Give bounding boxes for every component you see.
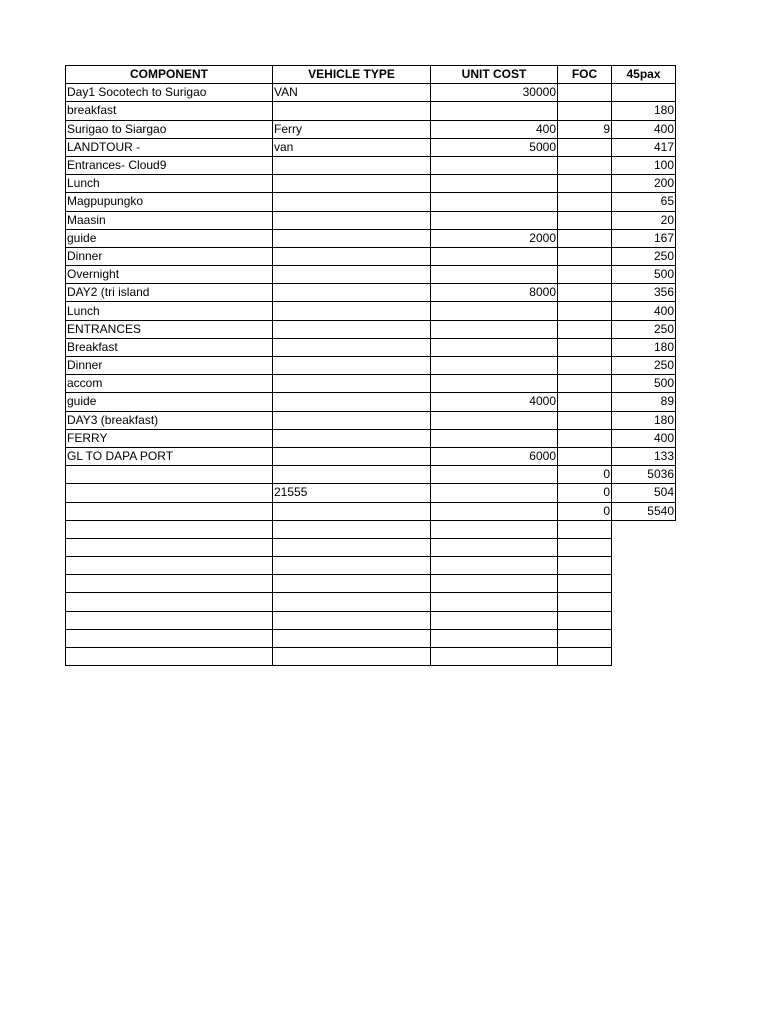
foc-cell[interactable] — [558, 247, 612, 265]
component-cell[interactable]: Maasin — [66, 211, 273, 229]
empty-row — [66, 629, 676, 647]
header-unit-cost[interactable]: UNIT COST — [431, 66, 558, 84]
component-cell[interactable] — [66, 593, 273, 611]
vehicle-type-cell[interactable] — [273, 629, 431, 647]
foc-cell[interactable]: 9 — [558, 120, 612, 138]
vehicle-type-cell[interactable] — [273, 247, 431, 265]
foc-cell[interactable] — [558, 393, 612, 411]
vehicle-type-cell[interactable] — [273, 593, 431, 611]
component-cell[interactable]: Day1 Socotech to Surigao — [66, 84, 273, 102]
vehicle-type-cell[interactable] — [273, 357, 431, 375]
header-row — [66, 66, 676, 84]
foc-cell[interactable] — [558, 520, 612, 538]
cost-table — [65, 65, 676, 666]
unit-cost-cell[interactable] — [431, 211, 558, 229]
vehicle-type-cell[interactable] — [273, 193, 431, 211]
vehicle-type-cell[interactable] — [273, 502, 431, 520]
vehicle-type-cell[interactable] — [273, 466, 431, 484]
component-cell[interactable] — [66, 484, 273, 502]
table-row — [66, 175, 676, 193]
pax-cell — [612, 557, 676, 575]
pax-cell[interactable]: 400 — [612, 302, 676, 320]
component-cell[interactable]: ENTRANCES — [66, 320, 273, 338]
unit-cost-cell[interactable] — [431, 520, 558, 538]
pax-cell — [612, 648, 676, 666]
pax-cell[interactable]: 250 — [612, 247, 676, 265]
table-row — [66, 375, 676, 393]
pax-cell[interactable]: 200 — [612, 175, 676, 193]
unit-cost-cell[interactable]: 6000 — [431, 447, 558, 465]
unit-cost-cell[interactable] — [431, 302, 558, 320]
component-cell[interactable]: breakfast — [66, 102, 273, 120]
component-cell[interactable]: guide — [66, 393, 273, 411]
pax-cell — [612, 593, 676, 611]
table-row — [66, 393, 676, 411]
vehicle-type-cell[interactable] — [273, 575, 431, 593]
empty-row — [66, 557, 676, 575]
component-cell[interactable] — [66, 557, 273, 575]
foc-cell[interactable] — [558, 320, 612, 338]
foc-cell[interactable] — [558, 84, 612, 102]
table-row — [66, 338, 676, 356]
unit-cost-cell[interactable]: 2000 — [431, 229, 558, 247]
vehicle-type-cell[interactable] — [273, 156, 431, 174]
table-row — [66, 266, 676, 284]
table-row — [66, 229, 676, 247]
header-component[interactable]: COMPONENT — [66, 66, 273, 84]
unit-cost-cell[interactable] — [431, 557, 558, 575]
unit-cost-cell[interactable] — [431, 484, 558, 502]
unit-cost-cell[interactable] — [431, 338, 558, 356]
unit-cost-cell[interactable] — [431, 102, 558, 120]
table-row — [66, 156, 676, 174]
pax-cell[interactable]: 250 — [612, 357, 676, 375]
pax-cell — [612, 629, 676, 647]
vehicle-type-cell[interactable] — [273, 284, 431, 302]
foc-cell[interactable] — [558, 284, 612, 302]
vehicle-type-cell[interactable] — [273, 557, 431, 575]
component-cell[interactable] — [66, 629, 273, 647]
component-cell[interactable] — [66, 538, 273, 556]
foc-cell[interactable] — [558, 557, 612, 575]
empty-row — [66, 575, 676, 593]
component-cell[interactable]: Overnight — [66, 266, 273, 284]
foc-cell[interactable] — [558, 593, 612, 611]
header-pax[interactable]: 45pax — [612, 66, 676, 84]
vehicle-type-cell[interactable] — [273, 211, 431, 229]
table-row — [66, 320, 676, 338]
foc-cell[interactable]: 0 — [558, 484, 612, 502]
vehicle-type-cell[interactable] — [273, 611, 431, 629]
pax-cell[interactable] — [612, 84, 676, 102]
foc-cell[interactable] — [558, 266, 612, 284]
vehicle-type-cell[interactable] — [273, 175, 431, 193]
unit-cost-cell[interactable] — [431, 156, 558, 174]
component-cell[interactable] — [66, 520, 273, 538]
component-cell[interactable] — [66, 611, 273, 629]
foc-cell[interactable] — [558, 429, 612, 447]
unit-cost-cell[interactable] — [431, 320, 558, 338]
table-row — [66, 429, 676, 447]
unit-cost-cell[interactable] — [431, 411, 558, 429]
foc-cell[interactable] — [558, 175, 612, 193]
table-row — [66, 447, 676, 465]
unit-cost-cell[interactable]: 5000 — [431, 138, 558, 156]
component-cell[interactable]: Breakfast — [66, 338, 273, 356]
unit-cost-cell[interactable]: 30000 — [431, 84, 558, 102]
vehicle-type-cell[interactable]: van — [273, 138, 431, 156]
table-row — [66, 138, 676, 156]
pax-cell[interactable]: 167 — [612, 229, 676, 247]
foc-cell[interactable] — [558, 611, 612, 629]
pax-cell[interactable]: 89 — [612, 393, 676, 411]
pax-cell[interactable]: 180 — [612, 338, 676, 356]
foc-cell[interactable] — [558, 338, 612, 356]
foc-cell[interactable] — [558, 102, 612, 120]
header-foc[interactable]: FOC — [558, 66, 612, 84]
component-cell[interactable] — [66, 466, 273, 484]
component-cell[interactable]: accom — [66, 375, 273, 393]
vehicle-type-cell[interactable] — [273, 648, 431, 666]
unit-cost-cell[interactable] — [431, 538, 558, 556]
component-cell[interactable]: guide — [66, 229, 273, 247]
component-cell[interactable]: Dinner — [66, 247, 273, 265]
foc-cell[interactable] — [558, 138, 612, 156]
component-cell[interactable]: Lunch — [66, 175, 273, 193]
vehicle-type-cell[interactable] — [273, 411, 431, 429]
foc-cell[interactable] — [558, 629, 612, 647]
vehicle-type-cell[interactable] — [273, 320, 431, 338]
foc-cell[interactable] — [558, 193, 612, 211]
total-row — [66, 502, 676, 520]
unit-cost-cell[interactable] — [431, 611, 558, 629]
pax-cell[interactable]: 417 — [612, 138, 676, 156]
unit-cost-cell[interactable] — [431, 175, 558, 193]
vehicle-type-cell[interactable] — [273, 302, 431, 320]
unit-cost-cell[interactable] — [431, 575, 558, 593]
header-vehicle-type[interactable]: VEHICLE TYPE — [273, 66, 431, 84]
table-row — [66, 284, 676, 302]
vehicle-type-cell[interactable] — [273, 375, 431, 393]
foc-cell[interactable] — [558, 229, 612, 247]
pax-cell[interactable]: 400 — [612, 429, 676, 447]
pax-cell[interactable]: 20 — [612, 211, 676, 229]
unit-cost-cell[interactable] — [431, 429, 558, 447]
foc-cell[interactable] — [558, 538, 612, 556]
component-cell[interactable]: GL TO DAPA PORT — [66, 447, 273, 465]
component-cell[interactable]: Lunch — [66, 302, 273, 320]
table-row — [66, 84, 676, 102]
component-cell[interactable]: FERRY — [66, 429, 273, 447]
vehicle-type-cell[interactable]: 21555 — [273, 484, 431, 502]
unit-cost-cell[interactable] — [431, 648, 558, 666]
component-cell[interactable]: LANDTOUR - — [66, 138, 273, 156]
pax-cell — [612, 611, 676, 629]
component-cell[interactable]: Magpupungko — [66, 193, 273, 211]
unit-cost-cell[interactable] — [431, 357, 558, 375]
vehicle-type-cell[interactable] — [273, 393, 431, 411]
component-cell[interactable]: Entrances- Cloud9 — [66, 156, 273, 174]
table-row — [66, 411, 676, 429]
component-cell[interactable]: Surigao to Siargao — [66, 120, 273, 138]
vehicle-type-cell[interactable] — [273, 538, 431, 556]
table-row — [66, 357, 676, 375]
table-row — [66, 247, 676, 265]
component-cell[interactable] — [66, 502, 273, 520]
vehicle-type-cell[interactable] — [273, 102, 431, 120]
unit-cost-cell[interactable]: 4000 — [431, 393, 558, 411]
unit-cost-cell[interactable]: 8000 — [431, 284, 558, 302]
vehicle-type-cell[interactable] — [273, 229, 431, 247]
foc-cell[interactable] — [558, 211, 612, 229]
table-row — [66, 211, 676, 229]
unit-cost-cell[interactable] — [431, 266, 558, 284]
pax-cell[interactable]: 65 — [612, 193, 676, 211]
empty-row — [66, 538, 676, 556]
foc-cell[interactable] — [558, 648, 612, 666]
pax-cell — [612, 575, 676, 593]
table-row — [66, 302, 676, 320]
table-body — [66, 84, 676, 666]
unit-cost-cell[interactable] — [431, 593, 558, 611]
vehicle-type-cell[interactable]: Ferry — [273, 120, 431, 138]
foc-cell[interactable] — [558, 375, 612, 393]
table-row — [66, 102, 676, 120]
foc-cell[interactable] — [558, 302, 612, 320]
empty-row — [66, 648, 676, 666]
total-row — [66, 466, 676, 484]
empty-row — [66, 520, 676, 538]
component-cell[interactable] — [66, 648, 273, 666]
pax-cell[interactable]: 504 — [612, 484, 676, 502]
component-cell[interactable]: Dinner — [66, 357, 273, 375]
component-cell[interactable]: DAY2 (tri island — [66, 284, 273, 302]
vehicle-type-cell[interactable] — [273, 447, 431, 465]
component-cell[interactable]: DAY3 (breakfast) — [66, 411, 273, 429]
foc-cell[interactable] — [558, 357, 612, 375]
table-row — [66, 120, 676, 138]
unit-cost-cell[interactable] — [431, 193, 558, 211]
table-row — [66, 193, 676, 211]
pax-cell[interactable]: 133 — [612, 447, 676, 465]
pax-cell[interactable]: 100 — [612, 156, 676, 174]
foc-cell[interactable] — [558, 575, 612, 593]
unit-cost-cell[interactable] — [431, 247, 558, 265]
empty-row — [66, 593, 676, 611]
unit-cost-cell[interactable] — [431, 375, 558, 393]
unit-cost-cell[interactable]: 400 — [431, 120, 558, 138]
pax-cell[interactable]: 500 — [612, 266, 676, 284]
foc-cell[interactable]: 0 — [558, 502, 612, 520]
unit-cost-cell[interactable] — [431, 466, 558, 484]
unit-cost-cell[interactable] — [431, 629, 558, 647]
pax-cell — [612, 538, 676, 556]
unit-cost-cell[interactable] — [431, 502, 558, 520]
empty-row — [66, 611, 676, 629]
foc-cell[interactable]: 0 — [558, 466, 612, 484]
vehicle-type-cell[interactable] — [273, 429, 431, 447]
component-cell[interactable] — [66, 575, 273, 593]
pax-cell — [612, 520, 676, 538]
vehicle-type-cell[interactable] — [273, 266, 431, 284]
foc-cell[interactable] — [558, 447, 612, 465]
vehicle-type-cell[interactable] — [273, 338, 431, 356]
pax-cell[interactable]: 400 — [612, 120, 676, 138]
foc-cell[interactable] — [558, 411, 612, 429]
vehicle-type-cell[interactable] — [273, 520, 431, 538]
pax-cell[interactable]: 500 — [612, 375, 676, 393]
total-row — [66, 484, 676, 502]
pax-cell[interactable]: 5036 — [612, 466, 676, 484]
vehicle-type-cell[interactable]: VAN — [273, 84, 431, 102]
pax-cell[interactable]: 5540 — [612, 502, 676, 520]
pax-cell[interactable]: 356 — [612, 284, 676, 302]
foc-cell[interactable] — [558, 156, 612, 174]
pax-cell[interactable]: 180 — [612, 411, 676, 429]
pax-cell[interactable]: 180 — [612, 102, 676, 120]
pax-cell[interactable]: 250 — [612, 320, 676, 338]
